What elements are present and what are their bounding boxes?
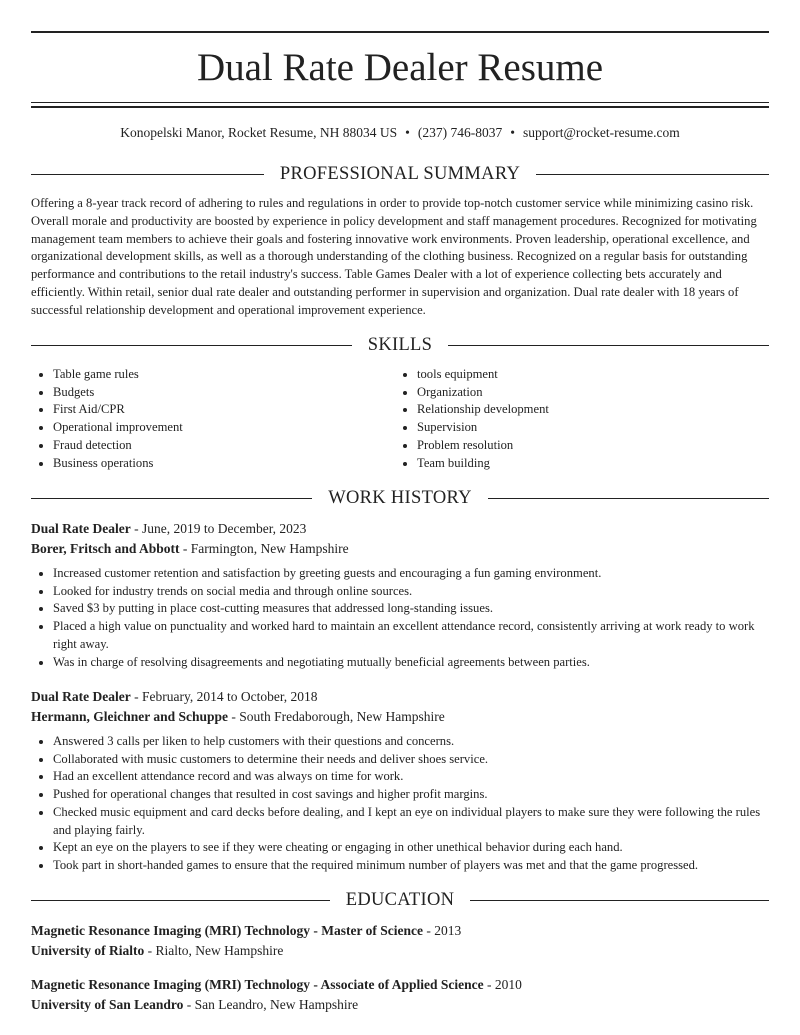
skills-columns [31,366,769,472]
section-header-work [31,486,769,510]
contact-separator: • [405,125,410,140]
job-role: Dual Rate Dealer [31,521,131,536]
job-bullet: • Saved $3 by putting in place cost-cutting measures that addressed long-standing issues. [53,600,769,618]
education-school-line [31,941,769,961]
section-rule [31,174,264,175]
job-bullet: • Pushed for operational changes that resulted in cost savings and higher profit margins. [53,786,769,804]
section-title-summary: PROFESSIONAL SUMMARY [279,164,521,184]
job-dates: - February, 2014 to October, 2018 [130,689,318,704]
job-company-line [31,707,769,727]
job-company: Hermann, Gleichner and Schuppe [31,708,229,724]
resume-title: Dual Rate Dealer Resume [196,46,604,89]
skill-item: • Business operations [53,455,395,473]
section-rule [488,498,769,499]
title-rule-lower [31,106,769,108]
skill-item: • Table game rules [53,366,395,384]
job-bullet: • Looked for industry trends on social media and through online sources. [53,583,769,601]
section-rule [31,498,312,499]
job-dates: - June, 2019 to December, 2023 [130,521,307,536]
contact-separator: • [510,125,515,140]
job-bullet: • Placed a high value on punctuality and worked hard to maintain an excellent attendance record, consistently arriving at work ready to work right away. [53,618,769,653]
education-location: - San Leandro, New Hampshire [183,996,359,1012]
job-company-line [31,539,769,559]
section-rule [536,174,769,175]
skill-item: • Relationship development [417,401,759,419]
job-entry [31,519,769,671]
job-entry [31,687,769,875]
job-bullet: • Was in charge of resolving disagreements and negotiating mutually beneficial agreements between parties. [53,654,769,672]
education-year: - 2010 [483,977,522,992]
job-role: Dual Rate Dealer [31,689,131,704]
education-school: University of Rialto [31,942,145,958]
job-bullet: • Answered 3 calls per liken to help customers with their questions and concerns. [53,733,769,751]
contact-phone: (237) 746-8037 [417,125,503,140]
skill-item: • tools equipment [417,366,759,384]
skill-item: • First Aid/CPR [53,401,395,419]
job-company: Borer, Fritsch and Abbott [31,540,180,556]
top-rule [31,31,769,33]
education-degree: Magnetic Resonance Imaging (MRI) Technology - Master of Science [31,923,423,938]
education-entry [31,921,769,960]
summary-text: Offering a 8-year track record of adhering to rules and regulations in order to provide top-notch customer service while minimizing casino risk. Overall morale and productivity are boosted by experience in policy development and staff management procedures. Recognized for motivating management team members to achieve their goals and fostering innovative work environments. Proven leadership, operational excellence, and organizational development skills, as well as a thorough understanding of the clothing business. Recognized on a regular basis for outstanding performance and contributions to the retail industry's success. Table Games Dealer with a lot of experience collecting bets accurately and efficiently. Within retail, senior dual rate dealer and outstanding performer in supervision and organization. Dual rate dealer with 18 years of successful relationship development and operational improvement experience. [31,196,757,317]
job-bullets [31,565,769,671]
section-rule [31,900,330,901]
section-header-education [31,888,769,912]
section-header-skills [31,333,769,357]
education-school-line [31,995,769,1015]
education-degree-line [31,921,769,941]
education-location: - Rialto, New Hampshire [144,942,284,958]
job-bullet: • Had an excellent attendance record and was always on time for work. [53,768,769,786]
education-school: University of San Leandro [31,996,184,1012]
skills-list-right [395,366,759,472]
job-title-line [31,519,769,539]
title-rule-upper [31,102,769,103]
education-degree-line [31,975,769,995]
contact-line [31,124,769,142]
skill-item: • Fraud detection [53,437,395,455]
job-title-line [31,687,769,707]
section-rule [31,345,352,346]
contact-email: support@rocket-resume.com [523,125,680,140]
section-rule [470,900,769,901]
skill-item: • Budgets [53,384,395,402]
skill-item: • Team building [417,455,759,473]
education-degree: Magnetic Resonance Imaging (MRI) Technology - Associate of Applied Science [31,977,484,992]
education-entry [31,975,769,1014]
section-rule [448,345,769,346]
job-bullet: • Checked music equipment and card decks before dealing, and I kept an eye on individual players to make sure they were following the rules and playing fairly. [53,804,769,839]
skill-item: • Organization [417,384,759,402]
job-bullet: • Increased customer retention and satisfaction by greeting guests and encouraging a fun gaming environment. [53,565,769,583]
job-location: - Farmington, New Hampshire [179,540,349,556]
section-title-skills: SKILLS [367,335,433,355]
section-header-summary [31,162,769,186]
job-bullet: • Collaborated with music customers to determine their needs and deliver shoes service. [53,751,769,769]
contact-address: Konopelski Manor, Rocket Resume, NH 88034 US [120,125,398,140]
job-bullet: • Took part in short-handed games to ensure that the required minimum number of players was met and that the game progressed. [53,857,769,875]
education-year: - 2013 [422,923,462,938]
skill-item: • Operational improvement [53,419,395,437]
job-location: - South Fredaborough, New Hampshire [228,708,445,724]
job-bullet: • Kept an eye on the players to see if they were cheating or engaging in other unethical behavior during each hand. [53,839,769,857]
job-bullets [31,733,769,875]
skill-item: • Problem resolution [417,437,759,455]
skill-item: • Supervision [417,419,759,437]
skills-list-left [31,366,395,472]
section-title-work: WORK HISTORY [328,488,472,508]
section-title-education: EDUCATION [345,890,455,910]
